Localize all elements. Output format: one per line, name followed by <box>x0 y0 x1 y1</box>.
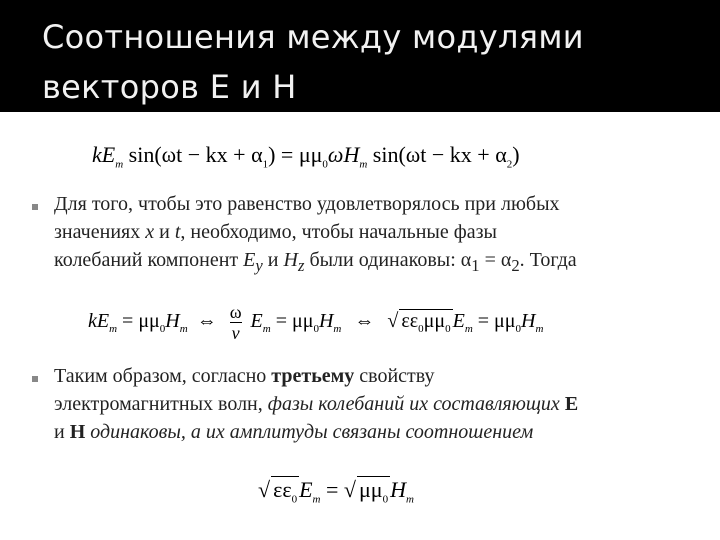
formula-amplitude-chain: $kE_m = \mu\mu_0H_m$ ⇔ $\frac{\omega}{v}$ $E_m = \mu\mu_0H_m$ ⇔ √ $\varepsilon\varepsilon_0\mu\mu_0$ $E_m = \mu\mu_0H_m$ <box>88 302 544 343</box>
bullet-marker-1 <box>32 204 38 210</box>
bullet-text-1 <box>54 190 577 280</box>
formula-amplitude-relation: √ $\varepsilon\varepsilon_0E_m$ = √ $\mu\mu_0H_m$ <box>252 472 420 509</box>
bullet-text-2 <box>54 362 578 446</box>
omega-over-v-fraction: $\frac{\omega}{v}$ <box>229 302 242 343</box>
formula-phase-equality: $kE_m$ sin(ωt − kx + $\alpha_1) = \mu\mu_0\omega H_m$ sin(ωt − kx + $\alpha_2$) <box>92 142 520 171</box>
slide-title-line-2: векторов Е и Н <box>42 68 297 106</box>
slide-title-bar <box>0 0 720 112</box>
bullet-1-line-3: колебаний компонент $E_y$ и $H_z$ были одинаковы: $\alpha_1 = \alpha_2$. Тогда <box>54 249 577 275</box>
bullet-2-line-3: и Н одинаковы, а их амплитуды связаны соотношением <box>54 421 534 443</box>
bullet-2-line-1: Таким образом, согласно третьему свойству <box>54 365 435 387</box>
bullet-1-line-2: значениях x и t, необходимо, чтобы начальные фазы <box>54 221 497 243</box>
slide-title-line-1: Соотношения между модулями <box>42 18 584 56</box>
slide-content <box>0 112 720 540</box>
bullet-marker-2 <box>32 376 38 382</box>
bullet-2-line-2: электромагнитных волн, фазы колебаний их составляющих Е <box>54 393 579 415</box>
bullet-1-line-1: Для того, чтобы это равенство удовлетворялось при любых <box>54 193 560 215</box>
